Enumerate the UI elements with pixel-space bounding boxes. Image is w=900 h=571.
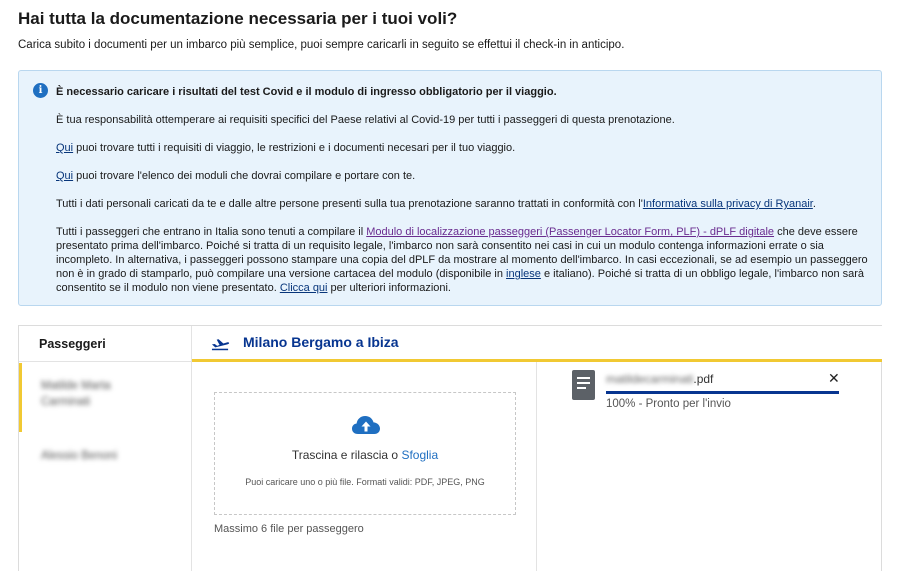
covid-info-box <box>18 70 882 306</box>
cloud-upload-icon <box>351 413 381 437</box>
document-upload-panel <box>18 325 882 571</box>
upload-status: 100% - Pronto per l'invio <box>606 398 731 410</box>
plf-form-link[interactable]: Modulo di localizzazione passeggeri (Passenger Locator Form, PLF) - dPLF digitale <box>366 226 775 238</box>
passenger-list-header: Passeggeri <box>19 326 191 362</box>
file-dropzone[interactable] <box>214 392 516 515</box>
forms-text: puoi trovare l'elenco dei moduli che dovrai compilare e portare con te. <box>73 170 416 182</box>
plane-departure-icon <box>211 335 230 351</box>
dropzone-text <box>215 448 515 462</box>
info-paragraph-requirements <box>56 141 868 155</box>
passenger-name-line2: Carminati <box>41 396 91 408</box>
passenger-item-2[interactable] <box>19 448 191 464</box>
page-subtitle: Carica subito i documenti per un imbarco più semplice, puoi sempre caricarli in seguito se effettui il check-in in anticipo. <box>18 39 625 51</box>
english-form-link[interactable]: inglese <box>506 268 541 280</box>
max-files-note: Massimo 6 file per passeggero <box>214 523 364 535</box>
page-title: Hai tutta la documentazione necessaria per i tuoi voli? <box>18 9 458 28</box>
route-title: Milano Bergamo a Ibiza <box>243 334 399 350</box>
document-icon <box>572 370 595 400</box>
plf-text-b: che deve essere presentato prima dell'imbarco. Poiché si tratta di un requisito legale, l'imbarco non sarà consentito nei casi in cui un modulo contenga informazioni errate o sia incompleto. In alternativa, i passeggeri possono stampare una copia del dPLF da mostrare al momento dell'imbarco. In casi eccezionali, se ad esempio un passeggero non è in grado di stamparlo, può compilare una versione cartacea del modulo (disponibile in <box>56 226 868 280</box>
info-heading: È necessario caricare i risultati del test Covid e il modulo di ingresso obbligatorio per il viaggio. <box>56 86 557 98</box>
upload-area <box>192 362 537 571</box>
passenger-item-1[interactable] <box>19 378 191 410</box>
browse-link[interactable]: Sfoglia <box>401 448 439 462</box>
close-icon[interactable]: ✕ <box>828 370 840 386</box>
requirements-text: puoi trovare tutti i requisiti di viaggio, le restrizioni e i documenti necesari per il tuo viaggio. <box>73 142 516 154</box>
passenger-name-line1: Matilde Marta <box>41 380 111 392</box>
drop-instruction: Trascina e rilascia o <box>291 448 402 462</box>
file-name <box>606 372 713 386</box>
passenger-name-line1: Alessio Benoni <box>41 450 118 462</box>
passenger-list <box>19 326 192 571</box>
privacy-policy-link[interactable]: Informativa sulla privacy di Ryanair <box>642 198 813 210</box>
info-text <box>56 85 868 309</box>
forms-link[interactable]: Qui <box>56 170 74 182</box>
uploaded-files <box>537 362 882 571</box>
flight-route-header <box>192 326 882 362</box>
info-paragraph-privacy <box>56 197 868 211</box>
upload-progress-bar <box>606 391 839 394</box>
info-paragraph-plf <box>56 225 868 295</box>
dropzone-hint: Puoi caricare uno o più file. Formati validi: PDF, JPEG, PNG <box>245 477 485 487</box>
more-info-link[interactable]: Clicca qui <box>279 282 328 294</box>
plf-text-c: e italiano). Poiché si tratta di un obbligo legale, l'imbarco non sarà consentito se il modulo non viene presentato. <box>56 268 865 294</box>
info-paragraph-forms <box>56 169 868 183</box>
plf-text-a: Tutti i passeggeri che entrano in Italia sono tenuti a compilare il <box>56 226 367 238</box>
info-icon: i <box>33 83 48 98</box>
info-paragraph-responsibility: È tua responsabilità ottemperare ai requisiti specifici del Paese relativi al Covid-19 per tutti i passeggeri di questa prenotazione. <box>56 114 675 126</box>
plf-text-d: per ulteriori informazioni. <box>327 282 451 294</box>
privacy-text-end: . <box>812 198 816 210</box>
privacy-text: Tutti i dati personali caricati da te e dalle altre persone presenti sulla tua prenotazione saranno trattati in conformità con l' <box>56 198 643 210</box>
requirements-link[interactable]: Qui <box>56 142 74 154</box>
file-name-base: matildecarminati <box>606 372 694 386</box>
file-extension: .pdf <box>693 372 714 386</box>
